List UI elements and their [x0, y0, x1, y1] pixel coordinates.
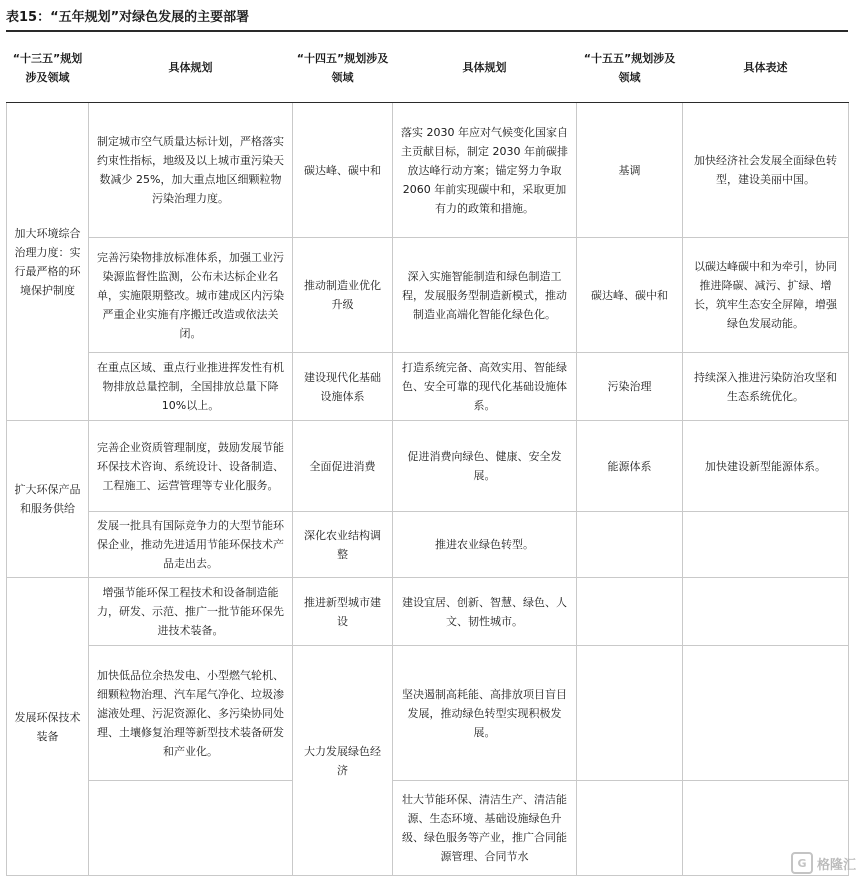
table-title: 表15：“五年规划”对绿色发展的主要部署: [6, 10, 250, 25]
area-135-cell: 发展环保技术装备: [7, 578, 89, 876]
empty-cell: [683, 578, 849, 646]
header-135-area: “十三五”规划涉及领域: [7, 33, 89, 103]
plan-135-cell: 发展一批具有国际竞争力的大型节能环保企业，推动先进适用节能环保技术产品走出去。: [89, 512, 293, 578]
header-135-plan: 具体规划: [89, 33, 293, 103]
empty-cell: [577, 646, 683, 781]
table-row: [7, 646, 849, 781]
statement-155-cell: 加快建设新型能源体系。: [683, 421, 849, 512]
plan-145-cell: 壮大节能环保、清洁生产、清洁能源、生态环境、基础设施绿色升级、绿色服务等产业，推广合同能源管理、合同节水: [393, 781, 577, 876]
plan-135-cell: 制定城市空气质量达标计划，严格落实约束性指标，地级及以上城市重污染天数减少 25%，加大重点地区细颗粒物污染治理力度。: [89, 103, 293, 238]
statement-155-cell: 持续深入推进污染防治攻坚和生态系统优化。: [683, 353, 849, 421]
area-155-cell: 碳达峰、碳中和: [577, 238, 683, 353]
empty-cell: [683, 646, 849, 781]
header-row: [7, 33, 849, 103]
plan-135-cell: 加快低品位余热发电、小型燃气轮机、细颗粒物治理、汽车尾气净化、垃圾渗滤液处理、污泥资源化、多污染协同处理、土壤修复治理等新型技术装备研发和产业化。: [89, 646, 293, 781]
area-155-cell: 污染治理: [577, 353, 683, 421]
area-145-cell: 推进新型城市建设: [293, 578, 393, 646]
table-row: [7, 512, 849, 578]
area-145-cell: 碳达峰、碳中和: [293, 103, 393, 238]
statement-155-cell: 以碳达峰碳中和为牵引，协同推进降碳、减污、扩绿、增长，筑牢生态安全屏障，增强绿色发展动能。: [683, 238, 849, 353]
area-145-cell: 推动制造业优化升级: [293, 238, 393, 353]
area-155-cell: 能源体系: [577, 421, 683, 512]
plan-135-cell: 在重点区域、重点行业推进挥发性有机物排放总量控制，全国排放总量下降 10%以上。: [89, 353, 293, 421]
watermark-text: 格隆汇: [816, 857, 856, 873]
plan-145-cell: 推进农业绿色转型。: [393, 512, 577, 578]
empty-cell: [577, 578, 683, 646]
header-155-area: “十五五”规划涉及领域: [577, 33, 683, 103]
plan-145-cell: 建设宜居、创新、智慧、绿色、人文、韧性城市。: [393, 578, 577, 646]
header-145-area: “十四五”规划涉及领域: [293, 33, 393, 103]
table-row: [7, 421, 849, 512]
plan-145-cell: 落实 2030 年应对气候变化国家自主贡献目标，制定 2030 年前碳排放达峰行动方案；锚定努力争取 2060 年前实现碳中和，采取更加有力的政策和措施。: [393, 103, 577, 238]
plan-135-cell: 完善企业资质管理制度，鼓励发展节能环保技术咨询、系统设计、设备制造、工程施工、运营管理等专业化服务。: [89, 421, 293, 512]
gelonghui-logo-icon: G: [791, 852, 813, 874]
table-row: [7, 578, 849, 646]
empty-cell: [577, 781, 683, 876]
plan-145-cell: 促进消费向绿色、健康、安全发展。: [393, 421, 577, 512]
plan-145-cell: 打造系统完备、高效实用、智能绿色、安全可靠的现代化基础设施体系。: [393, 353, 577, 421]
area-155-cell: 基调: [577, 103, 683, 238]
watermark: [791, 852, 856, 874]
table-row: [7, 238, 849, 353]
title-rule: [6, 30, 848, 32]
area-145-cell: 全面促进消费: [293, 421, 393, 512]
green-development-table: [6, 33, 849, 876]
area-145-cell: 建设现代化基础设施体系: [293, 353, 393, 421]
empty-cell: [577, 512, 683, 578]
area-145-cell: 大力发展绿色经济: [293, 646, 393, 876]
header-155-statement: 具体表述: [683, 33, 849, 103]
table-row: [7, 781, 849, 876]
header-145-plan: 具体规划: [393, 33, 577, 103]
table-row: [7, 103, 849, 238]
empty-cell: [89, 781, 293, 876]
plan-135-cell: 完善污染物排放标准体系，加强工业污染源监督性监测，公布未达标企业名单，实施限期整改。城市建成区内污染严重企业实施有序搬迁改造或依法关闭。: [89, 238, 293, 353]
area-145-cell: 深化农业结构调整: [293, 512, 393, 578]
statement-155-cell: 加快经济社会发展全面绿色转型，建设美丽中国。: [683, 103, 849, 238]
table-row: [7, 353, 849, 421]
empty-cell: [683, 512, 849, 578]
plan-145-cell: 深入实施智能制造和绿色制造工程，发展服务型制造新模式，推动制造业高端化智能化绿色化。: [393, 238, 577, 353]
plan-145-cell: 坚决遏制高耗能、高排放项目盲目发展，推动绿色转型实现积极发展。: [393, 646, 577, 781]
plan-135-cell: 增强节能环保工程技术和设备制造能力，研发、示范、推广一批节能环保先进技术装备。: [89, 578, 293, 646]
area-135-cell: 加大环境综合治理力度：实行最严格的环境保护制度: [7, 103, 89, 421]
area-135-cell: 扩大环保产品和服务供给: [7, 421, 89, 578]
